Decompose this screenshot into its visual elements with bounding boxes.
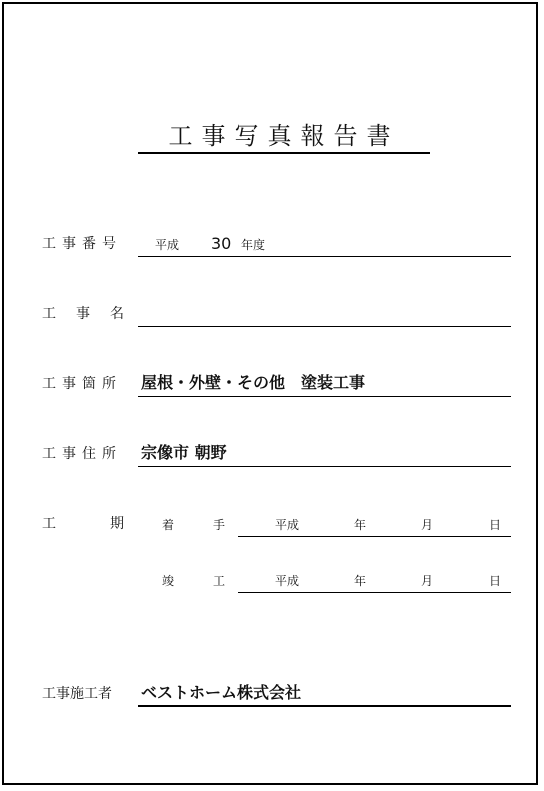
work-location-underline	[138, 396, 511, 397]
start-day: 日	[489, 518, 502, 532]
work-number-label: 工事番号	[42, 236, 122, 252]
end-label-2: 工	[213, 574, 226, 588]
start-month: 月	[421, 518, 434, 532]
work-period-label-2: 期	[110, 516, 124, 532]
contractor-label: 工事施工者	[42, 686, 112, 702]
end-underline	[238, 592, 511, 593]
work-address-value: 宗像市 朝野	[141, 443, 227, 462]
work-address-underline	[138, 466, 511, 467]
start-underline	[238, 536, 511, 537]
start-era: 平成	[275, 518, 300, 532]
contractor-underline	[138, 705, 511, 707]
work-name-underline	[138, 326, 511, 327]
work-period-label-1: 工	[42, 516, 56, 532]
work-number-underline	[138, 256, 511, 257]
work-name-label-1: 工	[42, 306, 56, 322]
contractor-value: ベストホーム株式会社	[141, 683, 302, 702]
end-month: 月	[421, 574, 434, 588]
work-name-label-3: 名	[110, 306, 124, 322]
work-address-label: 工事住所	[42, 446, 122, 462]
end-era: 平成	[275, 574, 300, 588]
title-underline	[138, 152, 430, 154]
end-label-1: 竣	[162, 574, 175, 588]
document-title: 工事写真報告書	[168, 122, 400, 150]
work-number-suffix: 年度	[241, 238, 266, 252]
work-location-label: 工事箇所	[42, 376, 122, 392]
work-location-value: 屋根・外壁・その他 塗装工事	[141, 373, 366, 392]
work-number-era: 平成	[155, 238, 180, 252]
document-frame	[2, 2, 538, 785]
end-year: 年	[354, 574, 367, 588]
work-number-year: 30	[211, 234, 232, 253]
work-name-label-2: 事	[76, 306, 90, 322]
start-label-1: 着	[162, 518, 175, 532]
end-day: 日	[489, 574, 502, 588]
start-year: 年	[354, 518, 367, 532]
start-label-2: 手	[213, 518, 226, 532]
